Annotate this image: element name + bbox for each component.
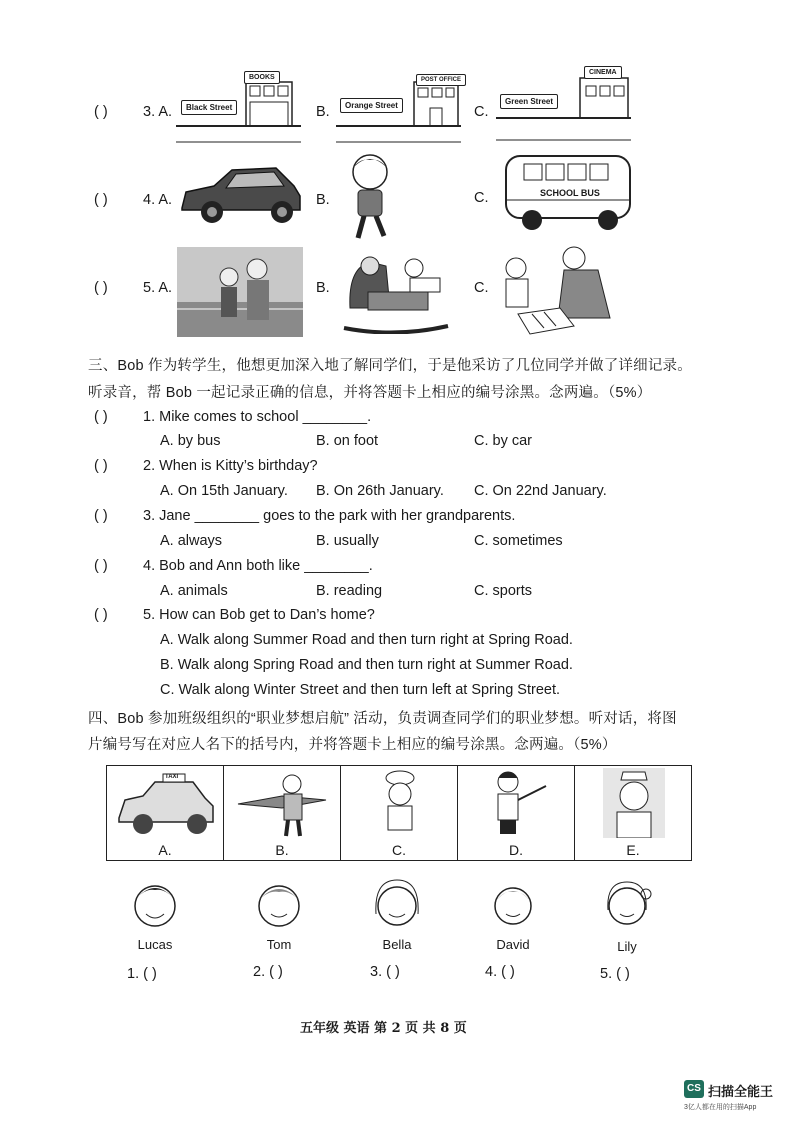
kid-bella xyxy=(352,874,442,952)
option-c-label-q5: C. xyxy=(474,280,489,296)
job-picture-label-c: C. xyxy=(392,842,406,858)
reading-illustration xyxy=(340,248,455,334)
street-sign-green: Green Street xyxy=(500,94,558,109)
option-c-p3q5: C. Walk along Winter Street and then turn left at Spring Street. xyxy=(160,682,561,698)
walking-boy-illustration xyxy=(340,150,400,242)
nurse-icon xyxy=(603,768,665,838)
job-picture-d-teacher xyxy=(458,766,575,860)
lucas-face-icon xyxy=(130,874,180,934)
answer-paren-p3q1: ( ) xyxy=(94,409,108,425)
answer-blank-lucas: 1. ( ) xyxy=(127,966,157,982)
lily-face-icon xyxy=(602,874,652,936)
answer-paren-q5: ( ) xyxy=(94,280,108,296)
option-a-p3q3: A. always xyxy=(160,533,223,549)
picture-school-bus xyxy=(500,152,635,234)
option-c-p3q4: C. sports xyxy=(474,583,533,599)
tom-face-icon xyxy=(254,874,304,934)
kid-lucas xyxy=(110,874,200,952)
answer-blank-david: 4. ( ) xyxy=(485,964,515,980)
taxi-icon xyxy=(113,772,217,838)
job-picture-c-cook xyxy=(341,766,458,860)
kid-name-tom: Tom xyxy=(266,937,292,952)
post-office-sign: POST OFFICE xyxy=(416,74,466,86)
option-c-p3q2: C. On 22nd January. xyxy=(474,483,607,499)
option-c-p3q1: C. by car xyxy=(474,433,533,449)
option-b-label-q5: B. xyxy=(316,280,330,296)
answer-blank-lily: 5. ( ) xyxy=(600,966,630,982)
option-a-p3q4: A. animals xyxy=(160,583,228,599)
picture-orange-street-post-office xyxy=(336,70,466,145)
option-b-p3q4: B. reading xyxy=(316,583,383,599)
job-picture-label-a: A. xyxy=(158,842,172,858)
option-b-label-q4: B. xyxy=(316,192,330,208)
kid-david xyxy=(468,874,558,952)
cinema-sign: CINEMA xyxy=(584,66,622,79)
street-sign-orange: Orange Street xyxy=(340,98,403,113)
kid-name-lily: Lily xyxy=(617,939,637,954)
scanner-slogan: 3亿人都在用的扫描App xyxy=(684,1104,757,1111)
scanner-brand-name: 扫描全能王 xyxy=(708,1084,774,1099)
option-b-label-q3: B. xyxy=(316,104,330,120)
job-picture-label-d: D. xyxy=(509,842,523,858)
picture-boy-walking xyxy=(340,150,400,247)
answer-paren-p3q5: ( ) xyxy=(94,607,108,623)
answer-blank-bella: 3. ( ) xyxy=(370,964,400,980)
answer-paren-q4: ( ) xyxy=(94,192,108,208)
picture-reading-with-grandpa xyxy=(340,248,455,339)
option-c-label-q3: C. xyxy=(474,104,489,120)
pilot-icon xyxy=(236,770,328,838)
picture-board-game-with-grandpa xyxy=(498,244,628,341)
answer-blank-tom: 2. ( ) xyxy=(253,964,283,980)
question-number-q5: 5. A. xyxy=(143,280,173,296)
picture-car xyxy=(176,160,306,235)
street-sign-black: Black Street xyxy=(181,100,237,115)
job-picture-b-pilot xyxy=(224,766,341,860)
option-c-label-q4: C. xyxy=(474,190,489,206)
question-stem-p3q5: 5. How can Bob get to Dan’s home? xyxy=(143,607,375,623)
part4-heading-line1: 四、Bob 参加班级组织的“职业梦想启航” 活动，负责调查同学们的职业梦想。听对话，将图 xyxy=(88,711,677,727)
option-b-p3q3: B. usually xyxy=(316,533,379,549)
option-a-p3q1: A. by bus xyxy=(160,433,221,449)
option-c-p3q3: C. sometimes xyxy=(474,533,563,549)
bella-face-icon xyxy=(372,874,422,934)
job-picture-label-b: B. xyxy=(275,842,289,858)
kid-name-lucas: Lucas xyxy=(137,937,173,952)
answer-paren-p3q4: ( ) xyxy=(94,558,108,574)
kid-name-bella: Bella xyxy=(382,937,412,952)
answer-paren-p3q2: ( ) xyxy=(94,458,108,474)
option-a-p3q5: A. Walk along Summer Road and then turn right at Spring Road. xyxy=(160,632,573,648)
kid-tom xyxy=(234,874,324,952)
bookstore-sign: BOOKS xyxy=(244,71,280,84)
part3-heading-line1: 三、Bob 作为转学生，他想更加深入地了解同学们，于是他采访了几位同学并做了详细记录。 xyxy=(88,358,692,374)
question-number-q4: 4. A. xyxy=(143,192,173,208)
david-face-icon xyxy=(488,874,538,934)
job-pictures-table xyxy=(106,765,692,861)
scanner-logo: CS xyxy=(684,1080,704,1098)
page-footer: 五年级 英语 第 2 页 共 8 页 xyxy=(300,1021,467,1036)
taxi-sign: TAXI xyxy=(165,774,179,780)
kid-lily xyxy=(582,874,672,954)
option-a-p3q2: A. On 15th January. xyxy=(160,483,288,499)
option-b-p3q5: B. Walk along Spring Road and then turn right at Summer Road. xyxy=(160,657,573,673)
board-game-illustration xyxy=(498,244,628,336)
park-walk-illustration xyxy=(177,247,303,337)
question-stem-p3q3: 3. Jane ________ goes to the park with her grandparents. xyxy=(143,508,516,524)
cook-icon xyxy=(377,770,423,838)
picture-green-street-cinema xyxy=(496,64,636,144)
car-illustration xyxy=(176,160,306,230)
job-picture-a-taxi xyxy=(107,766,224,860)
question-stem-p3q4: 4. Bob and Ann both like ________. xyxy=(143,558,373,574)
answer-paren-p3q3: ( ) xyxy=(94,508,108,524)
job-picture-e-nurse xyxy=(575,766,691,860)
question-stem-p3q1: 1. Mike comes to school ________. xyxy=(143,409,372,425)
job-picture-label-e: E. xyxy=(626,842,640,858)
option-b-p3q1: B. on foot xyxy=(316,433,379,449)
picture-walking-with-grandpa xyxy=(177,247,303,342)
question-stem-p3q2: 2. When is Kitty’s birthday? xyxy=(143,458,318,474)
question-number-q3: 3. A. xyxy=(143,104,173,120)
school-bus-text: SCHOOL BUS xyxy=(540,188,600,198)
answer-paren-q3: ( ) xyxy=(94,104,108,120)
option-b-p3q2: B. On 26th January. xyxy=(316,483,444,499)
part3-heading-line2: 听录音，帮 Bob 一起记录正确的信息，并将答题卡上相应的编号涂黑。念两遍。（5%） xyxy=(88,385,652,401)
kid-name-david: David xyxy=(496,937,530,952)
picture-black-street-bookstore xyxy=(176,70,306,145)
part4-heading-line2: 片编号写在对应人名下的括号内，并将答题卡上相应的编号涂黑。念两遍。（5%） xyxy=(88,737,617,753)
teacher-icon xyxy=(486,768,550,838)
